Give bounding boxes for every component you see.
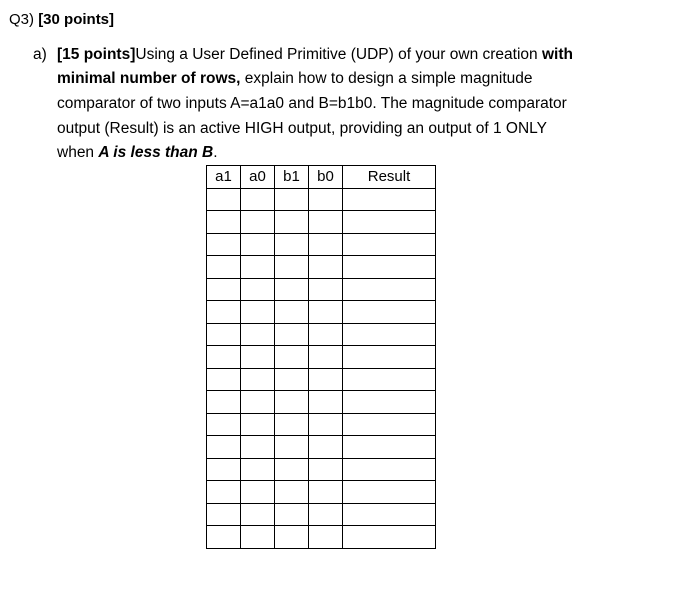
table-cell	[241, 256, 275, 279]
table-cell	[343, 211, 436, 234]
table-cell	[343, 256, 436, 279]
table-row	[207, 233, 436, 256]
table-cell	[275, 188, 309, 211]
table-cell	[343, 346, 436, 369]
table-cell	[343, 368, 436, 391]
table-row	[207, 188, 436, 211]
table-cell	[207, 256, 241, 279]
table-row	[207, 391, 436, 414]
table-row	[207, 436, 436, 459]
table-row	[207, 481, 436, 504]
table-cell	[343, 391, 436, 414]
table-cell	[207, 188, 241, 211]
table-row	[207, 413, 436, 436]
part-a-line-1-bold: with	[541, 46, 573, 63]
part-a-condition: A is less than B	[98, 144, 214, 161]
table-cell	[275, 233, 309, 256]
table-cell	[207, 368, 241, 391]
table-cell	[241, 481, 275, 504]
table-cell	[343, 458, 436, 481]
table-cell	[207, 346, 241, 369]
table-cell	[241, 188, 275, 211]
table-cell	[207, 458, 241, 481]
table-cell	[309, 346, 343, 369]
table-cell	[207, 413, 241, 436]
table-cell	[275, 278, 309, 301]
table-cell	[343, 481, 436, 504]
table-cell	[309, 188, 343, 211]
table-cell	[275, 346, 309, 369]
table-cell	[309, 301, 343, 324]
table-cell	[241, 526, 275, 549]
table-cell	[275, 436, 309, 459]
table-cell	[343, 233, 436, 256]
header-a1: a1	[207, 166, 241, 189]
table-cell	[207, 481, 241, 504]
table-cell	[309, 323, 343, 346]
question-points: [30 points]	[38, 11, 115, 28]
part-a-line-1-text: Using a User Defined Primitive (UDP) of your own creation	[135, 46, 542, 63]
table-cell	[241, 301, 275, 324]
table-cell	[207, 301, 241, 324]
table-cell	[241, 368, 275, 391]
table-cell	[241, 211, 275, 234]
table-cell	[309, 391, 343, 414]
table-cell	[343, 413, 436, 436]
table-cell	[275, 413, 309, 436]
table-row	[207, 211, 436, 234]
table-cell	[309, 278, 343, 301]
table-cell	[207, 391, 241, 414]
table-cell	[241, 278, 275, 301]
table-cell	[241, 413, 275, 436]
table-cell	[309, 458, 343, 481]
part-a-line-3: comparator of two inputs A=a1a0 and B=b1b0. The magnitude comparator	[57, 95, 567, 112]
table-cell	[207, 526, 241, 549]
table-row	[207, 301, 436, 324]
table-cell	[241, 233, 275, 256]
part-a-line-5-end: .	[213, 144, 218, 161]
table-cell	[343, 188, 436, 211]
part-a-line-2	[57, 69, 533, 89]
table-cell	[275, 301, 309, 324]
table-cell	[207, 233, 241, 256]
table-row	[207, 458, 436, 481]
table-cell	[275, 481, 309, 504]
table-row	[207, 526, 436, 549]
table-row	[207, 256, 436, 279]
question-number: Q3)	[9, 11, 35, 28]
table-cell	[309, 526, 343, 549]
table-cell	[275, 391, 309, 414]
table-cell	[343, 436, 436, 459]
table-cell	[309, 503, 343, 526]
part-a-line-1	[57, 45, 573, 65]
header-b0: b0	[309, 166, 343, 189]
table-cell	[309, 211, 343, 234]
part-a-line-2-bold: minimal number of rows,	[57, 70, 241, 87]
table-cell	[241, 323, 275, 346]
table-cell	[241, 458, 275, 481]
table-cell	[207, 323, 241, 346]
table-row	[207, 323, 436, 346]
part-a-line-5	[57, 143, 218, 163]
part-a-line-4: output (Result) is an active HIGH output, providing an output of 1 ONLY	[57, 120, 547, 137]
table-cell	[343, 278, 436, 301]
table-cell	[207, 436, 241, 459]
table-cell	[275, 256, 309, 279]
table-cell	[343, 526, 436, 549]
question-heading	[9, 10, 114, 30]
truth-table	[206, 165, 436, 549]
truth-table-header-row	[207, 166, 436, 189]
table-cell	[309, 256, 343, 279]
table-cell	[241, 346, 275, 369]
table-cell	[275, 458, 309, 481]
part-a-line-5-text: when	[57, 144, 99, 161]
table-cell	[275, 368, 309, 391]
table-cell	[207, 503, 241, 526]
table-cell	[241, 391, 275, 414]
table-cell	[343, 503, 436, 526]
header-b1: b1	[275, 166, 309, 189]
table-cell	[309, 233, 343, 256]
table-cell	[241, 436, 275, 459]
part-a-line-2-text: explain how to design a simple magnitude	[240, 70, 533, 87]
table-cell	[241, 503, 275, 526]
table-cell	[275, 323, 309, 346]
table-cell	[275, 503, 309, 526]
table-cell	[309, 413, 343, 436]
table-row	[207, 368, 436, 391]
table-row	[207, 503, 436, 526]
part-a-label: a)	[33, 46, 47, 63]
table-cell	[207, 211, 241, 234]
header-result: Result	[343, 166, 436, 189]
table-cell	[275, 526, 309, 549]
table-cell	[275, 211, 309, 234]
table-row	[207, 278, 436, 301]
truth-table-body	[207, 188, 436, 548]
table-row	[207, 346, 436, 369]
table-cell	[343, 301, 436, 324]
header-a0: a0	[241, 166, 275, 189]
table-cell	[309, 368, 343, 391]
table-cell	[207, 278, 241, 301]
table-cell	[309, 436, 343, 459]
table-cell	[343, 323, 436, 346]
part-a-points: [15 points]	[57, 46, 136, 63]
table-cell	[309, 481, 343, 504]
